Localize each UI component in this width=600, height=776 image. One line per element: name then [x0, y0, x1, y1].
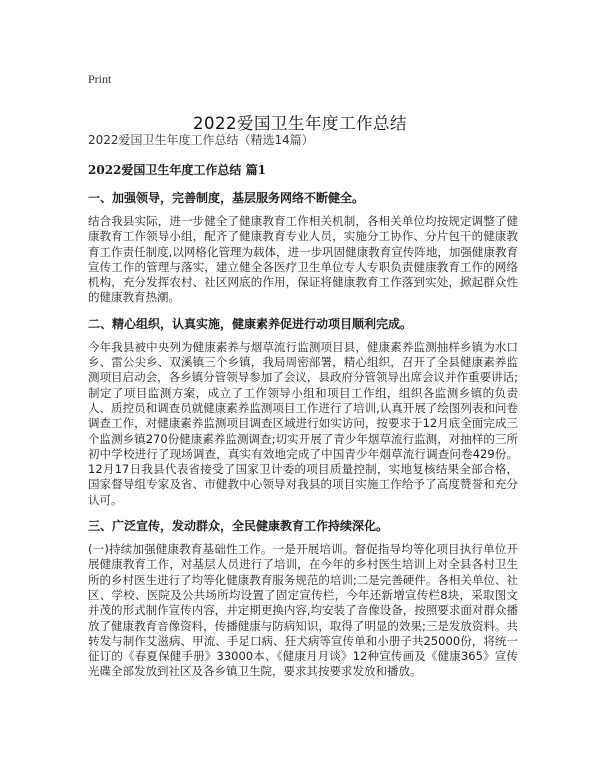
print-link[interactable]: Print	[88, 72, 112, 86]
document-subtitle: 2022爱国卫生年度工作总结（精选14篇）	[88, 133, 314, 147]
section-heading-2: 二、精心组织，认真实施，健康素养促进行动项目顺利完成。	[88, 316, 413, 331]
section-heading-3: 三、广泛宣传，发动群众，全民健康教育工作持续深化。	[88, 519, 389, 534]
section-2-paragraph: 今年我县被中央列为健康素养与烟草流行监测项目县，健康素养监测抽样乡镇为水口乡、雷公尖乡、双溪镇三个乡镇，我局周密部署，精心组织，召开了全县健康素养监测项目启动会，各乡镇分管领导参加了会议，县政府分管领导出席会议并作重要讲话;制定了项目监测方案，成立了工作领导小组和项目工作组，组织各监测乡镇的负责人、质控员和调查员就健康素养监测项目工作进行了培训,认真开展了绘图列表和问卷调查工作，对健康素养监测项目调查区域进行如实访问，按要求于12月底全面完成三个监测乡镇270份健康素养监测调查;切实开展了青少年烟草流行监测，对抽样的三所初中学校进行了现场调查，真实有效地完成了中国青少年烟草流行调查问卷429份。12月17日我县代表省接受了国家卫计委的项目质量控制，实地复核结果全部合格，国家督导组专家及省、市健教中心领导对我县的项目实施工作给予了高度赞誉和充分认可。	[88, 339, 518, 507]
article-heading: 2022爱国卫生年度工作总结 篇1	[88, 163, 266, 177]
section-1-paragraph: 结合我县实际，进一步健全了健康教育工作相关机制，各相关单位均按规定调整了健康教育工作领导小组，配齐了健康教育专业人员，实施分工协作、分片包干的健康教育工作责任制度,以网格化管理为载体，进一步巩固健康教育宣传阵地，加强健康教育宣传工作的管理与落实，建立健全各医疗卫生单位专人专职负责健康教育工作的网络机构，充分发挥农村、社区网底的作用，保证将健康教育工作落到实处，掀起群众性的健康教育热潮。	[88, 214, 518, 305]
document-title: 2022爱国卫生年度工作总结	[193, 114, 407, 134]
section-heading-1: 一、加强领导，完善制度，基层服务网络不断健全。	[88, 191, 365, 205]
section-3-paragraph: (一)持续加强健康教育基础性工作。一是开展培训。督促指导均等化项目执行单位开展健康教育工作，对基层人员进行了培训，在今年的乡村医生培训上对全县各村卫生所的乡村医生进行了均等化健康教育服务规范的培训;二是完善硬件。各相关单位、社区、学校、医院及公共场所均设置了固定宣传栏，今年还新增宣传栏8块，采取图文并茂的形式制作宣传内容，并定期更换内容,均安装了音像设备，按照要求面对群众播放了健康教育音像资料，传播健康与防病知识，取得了明显的效果;三是发放资料。共转发与制作艾滋病、甲流、手足口病、狂犬病等宣传单和小册子共25000份，将统一征订的《春夏保健手册》33000本、《健康月月谈》12种宣传画及《健康365》宣传光碟全部发放到社区及各乡镇卫生院，要求其按要求发放和播放。	[88, 542, 518, 679]
document-body	[88, 130, 518, 680]
